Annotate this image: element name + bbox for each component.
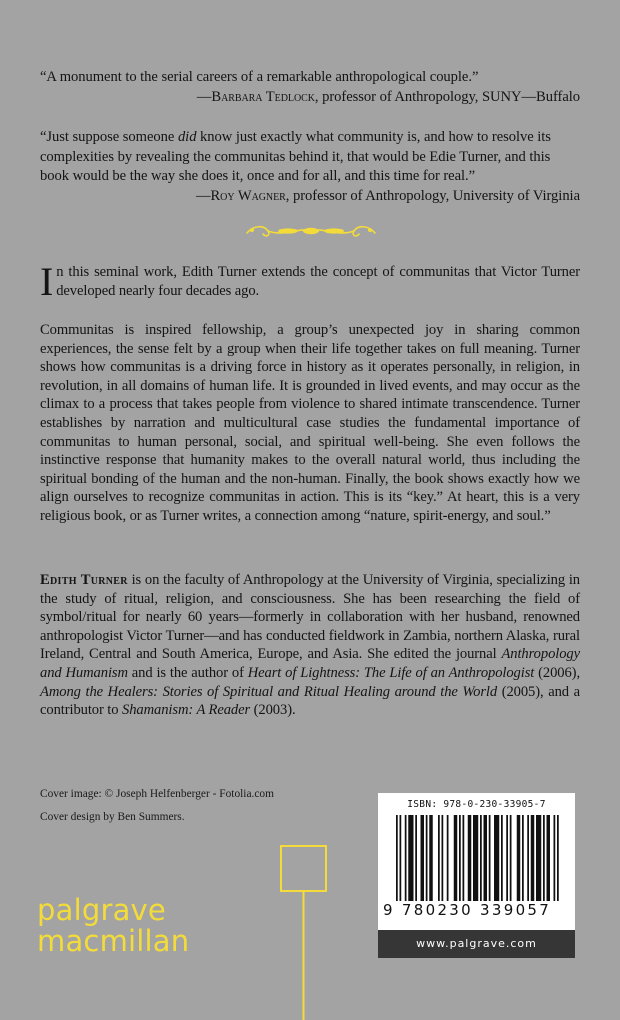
book-title: Heart of Lightness: The Life of an Anthropologist xyxy=(247,664,535,681)
drop-cap: I xyxy=(40,259,54,304)
barcode-bar xyxy=(489,815,491,901)
barcode-bar xyxy=(517,815,521,901)
barcode-bar xyxy=(463,815,465,901)
description-paragraph xyxy=(40,321,580,526)
book-title: Among the Healers: Stories of Spiritual and Ritual Healing around the World xyxy=(40,683,498,700)
quote-text: “A monument to the serial careers of a remarkable anthropological couple.” xyxy=(40,69,479,85)
cover-image-credit: Cover image: © Joseph Helfenberger - Fotolia.com xyxy=(40,788,274,800)
quote-text-part: know just exactly what community is, and how to resolve its complexities by revealing the communitas behind it, that would be Edie Turner, and this book would be the way she does it, once and for all, and this time for real.” xyxy=(40,129,551,184)
barcode-bar xyxy=(527,815,529,901)
attribution-dash: — xyxy=(195,187,211,204)
barcode-bar xyxy=(510,815,512,901)
barcode-bar xyxy=(426,815,428,901)
barcode-bar xyxy=(494,815,499,901)
barcode-bar xyxy=(400,815,402,901)
quote-attribution xyxy=(40,187,580,207)
barcode-bar xyxy=(468,815,472,901)
barcode-bar xyxy=(415,815,417,901)
quote-text xyxy=(40,128,580,187)
review-quote-1 xyxy=(40,68,580,107)
attribution-role: , professor of Anthropology, SUNY—Buffalo xyxy=(314,88,580,105)
barcode-bar xyxy=(438,815,440,901)
barcode-bar xyxy=(442,815,444,901)
barcode-bar xyxy=(405,815,407,901)
intro-paragraph xyxy=(40,259,580,304)
bio-text: (2005), and a contributor to xyxy=(40,683,580,719)
ornament-divider-icon xyxy=(244,221,378,241)
cover-design-credit: Cover design by Ben Summers. xyxy=(40,811,185,823)
barcode-bar xyxy=(396,815,398,901)
publisher-logo xyxy=(37,895,189,957)
publisher-logo-mark-icon xyxy=(280,845,328,1020)
barcode-bar xyxy=(547,815,551,901)
barcode-bar xyxy=(536,815,541,901)
barcode-bar xyxy=(473,815,478,901)
barcode-bar xyxy=(408,815,413,901)
barcode-bar xyxy=(531,815,535,901)
barcode-bar xyxy=(554,815,556,901)
publisher-url[interactable]: www.palgrave.com xyxy=(378,930,575,958)
barcode-bar xyxy=(484,815,488,901)
intro-text: n this seminal work, Edith Turner extends the concept of communitas that Victor Turner developed nearly four decades ago. xyxy=(56,264,580,299)
book-title: Shamanism: A Reader xyxy=(122,702,251,719)
attribution-dash: — xyxy=(196,88,212,105)
barcode-panel xyxy=(378,793,575,958)
quote-attribution xyxy=(40,88,580,108)
barcode-bar xyxy=(447,815,449,901)
quote-text-part: “Just suppose someone xyxy=(40,129,178,145)
barcode-bar xyxy=(459,815,461,901)
barcode-bar xyxy=(429,815,433,901)
bio-text: is on the faculty of Anthropology at the University of Virginia, specializing in the study of ritual, religion, and consciousness. She has been researching the field of symbol/ritual for nearly 60 years—formerly in collaboration with her husband, renowned anthropologist Victor Turner—and has conducted fieldwork in Zambia, northern Alaska, rural Ireland, Central and South America, Europe, and Asia. She edited the journal xyxy=(40,572,580,663)
barcode-digits: 9 780230 339057 xyxy=(383,901,552,919)
attribution-role: , professor of Anthropology, University of Virginia xyxy=(285,187,580,204)
publisher-logo-line-2: macmillan xyxy=(37,924,190,958)
attribution-name: Roy Wagner xyxy=(210,187,286,204)
quote-text-emphasis: did xyxy=(177,129,197,145)
bio-text: (2006), xyxy=(534,664,580,681)
journal-title: Anthropology and Humanism xyxy=(40,646,580,681)
author-bio-paragraph xyxy=(40,571,580,720)
barcode-bar xyxy=(480,815,482,901)
author-name: Edith Turner xyxy=(40,572,128,588)
barcode-bar xyxy=(557,815,559,901)
barcode-bar xyxy=(543,815,545,901)
barcode-bar xyxy=(522,815,524,901)
bio-text: and is the author of xyxy=(127,664,248,681)
description-text: Communitas is inspired fellowship, a group’s unexpected joy in sharing common experiences, the sense felt by a group when their life together takes on full meaning. Turner shows how communitas is a driving force in history as it operates personally, in religion, in revolution, in all domains of human life. It is grounded in lived events, and may occur as the climax to a process that takes people from violence to shared intimate transcendence. Turner establishes by narration and multicultural case studies the fundamental importance of communitas to human personal, social, and spiritual well-being. She even follows the instinctive response that humanity makes to the overall natural world, thus including the spiritual bonding of the human and the non-human. Finally, the book shows exactly how we align ourselves to recognize communitas in action. This is its “key.” At heart, this is a very religious book, or as Turner writes, a connection among “nature, spirit-energy, and soul.” xyxy=(40,322,580,524)
review-quote-2 xyxy=(40,128,580,206)
barcode-bar xyxy=(421,815,425,901)
barcode-bar xyxy=(454,815,458,901)
publisher-logo-line-1: palgrave xyxy=(37,893,166,927)
attribution-name: Barbara Tedlock xyxy=(211,88,315,105)
barcode-bar xyxy=(501,815,503,901)
isbn-label: ISBN: 978-0-230-33905-7 xyxy=(407,799,546,810)
barcode-bar xyxy=(506,815,508,901)
bio-text: (2003). xyxy=(250,702,296,719)
